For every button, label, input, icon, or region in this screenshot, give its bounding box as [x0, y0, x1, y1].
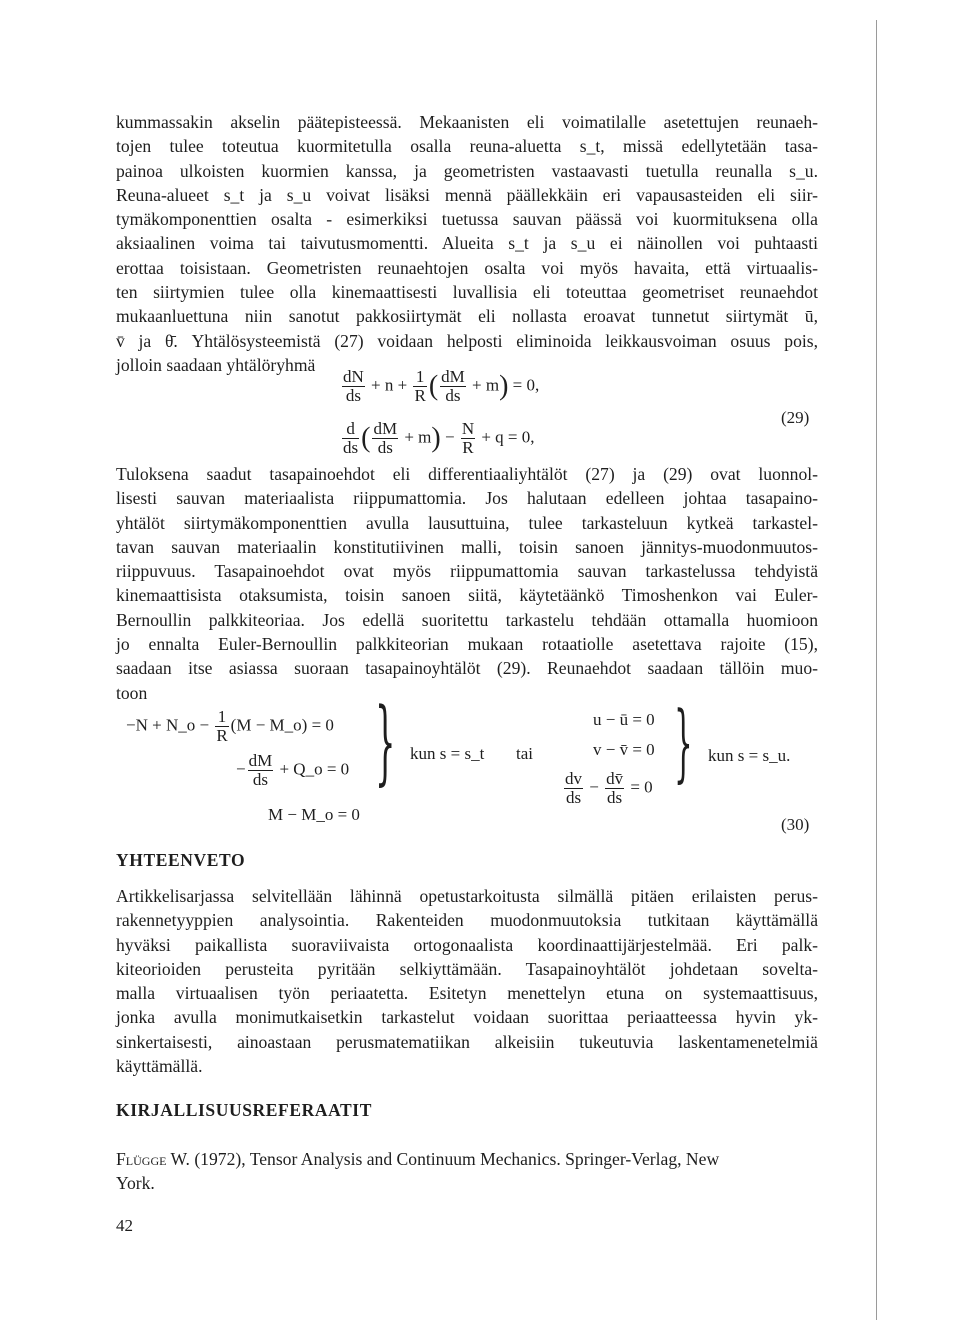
section-heading-references: KIRJALLISUUSREFERAATIT	[116, 1100, 372, 1120]
section-heading-summary: YHTEENVETO	[116, 850, 246, 870]
equation-term: = 0	[630, 777, 653, 797]
text-line: kinemaattisista otaksumista, toisin sanoen siitä, käytetäänkö Timoshenkon vai Euler-	[116, 585, 818, 606]
equation-30-left-line-2	[236, 752, 349, 789]
text-line: tymäkomponenttien osalta - esimerkiksi tuetussa sauvan päässä voi kuormituksena olla	[116, 209, 818, 230]
text-line: saadaan itse asiassa suoraan tasapainoyhtälöt (29). Reunaehdot saadaan tällöin muo-	[116, 658, 818, 679]
fraction: $\frac{dv}{ds}$	[565, 769, 582, 807]
reference-author: Flügge	[116, 1149, 167, 1169]
text-line: kummassakin akselin päätepisteessä. Mekaanisten eli voimatilalle asetettujen reunaeh-	[116, 112, 818, 132]
text-line: tojen tulee toteutua kuormitetulla osalla reuna-aluetta s_t, missä edellytetään tasa-	[116, 136, 818, 157]
paren-close: )	[499, 370, 509, 402]
text-line: v̄ ja θ̄. Yhtälösysteemistä (27) voidaan helposti eliminoida leikkausvoiman osuus pois,	[116, 330, 818, 351]
equation-term: + m	[404, 427, 432, 447]
equation-term: + n +	[371, 375, 408, 395]
equation-term: −	[589, 777, 599, 797]
text-line: yhtälöt siirtymäkomponenttien avulla lausuttuina, tulee tarkasteluun kytkeä tarkastel-	[116, 512, 818, 533]
fraction: $\frac{1}{R}$	[216, 707, 228, 745]
reference-text-line-1: W. (1972), Tensor Analysis and Continuum Mechanics. Springer-Verlag, New	[166, 1149, 720, 1169]
equation-30-right-line-1: u − ū = 0	[593, 710, 655, 729]
equation-29-line-2	[340, 420, 535, 457]
equation-30-left-line-3: M − M_o = 0	[268, 805, 360, 824]
equation-number-29: (29)	[781, 408, 810, 427]
fraction: $\frac{dv̄}{ds}$	[606, 769, 624, 807]
equation-term: −N + N_o −	[126, 715, 210, 735]
text-line: käyttämällä.	[116, 1056, 203, 1077]
equation-term: = 0,	[512, 375, 540, 395]
equation-term: + q = 0,	[481, 427, 535, 447]
text-line: aksiaalinen voima tai taivutusmomentti. Alueita s_t ja s_u ei näinollen voi puhtaasti	[116, 233, 818, 254]
equation-30-left-line-1	[126, 708, 334, 745]
text-line: malla virtuaalisen työn periaatetta. Esitetyn menettelyn etuna on systemaattisuus,	[116, 983, 818, 1004]
text-line: jonka avulla monimutkaisetkin tarkastelut voidaan suorittaa periaatteessa hyvin yk-	[116, 1007, 818, 1028]
text-line: Artikkelisarjassa selvitellään lähinnä opetustarkoitusta silmällä pitäen erilaisten perus-	[116, 886, 818, 906]
text-line: sinkertaisesti, ainoastaan perusmatematiikan alkeisiin tukeutuvia laskentamenetelmiä	[116, 1031, 818, 1052]
equation-term: + m	[472, 375, 500, 395]
fraction: $\frac{dM}{ds}$	[441, 367, 465, 405]
equation-30-right-line-3	[562, 770, 653, 807]
fraction: $\frac{1}{R}$	[414, 367, 426, 405]
equation-term: + Q_o = 0	[279, 759, 350, 779]
paren-open: (	[361, 422, 371, 454]
fraction: $\frac{dM}{ds}$	[248, 751, 273, 789]
text-line: rakennetyyppien analysointia. Rakenteiden muodonmuutoksia tutkitaan käyttämällä	[116, 910, 818, 931]
paragraph-summary	[116, 884, 818, 1078]
text-line: mukaanluettuna niin sanotut pakkosiirtymät eli nollasta eroavat tunnetut siirtymät ū,	[116, 306, 818, 327]
paren-close: )	[431, 422, 441, 454]
equation-term: (M − M_o) = 0	[230, 715, 334, 735]
fraction: $\frac{d}{ds}$	[343, 419, 359, 457]
paragraph-boundary-conditions	[116, 110, 818, 377]
page-edge-rule	[876, 20, 877, 1320]
right-brace-left-group: }	[375, 688, 396, 795]
equation-29-line-1	[340, 368, 539, 405]
fraction: $\frac{dM}{ds}$	[373, 419, 398, 457]
conjunction-tai: tai	[516, 744, 533, 763]
text-line: toon	[116, 682, 148, 703]
paren-open: (	[428, 370, 439, 402]
text-line: hyväksi paikallista suoraviivaista ortogonaalista koordinaattijärjestelmää. Eri palk-	[116, 934, 818, 955]
fraction: $\frac{dN}{ds}$	[343, 367, 364, 405]
equation-term: −	[236, 759, 246, 779]
reference-text-line-2: York.	[116, 1173, 155, 1194]
text-line: jo ennalta Euler-Bernoullin palkkiteorian mukaan rotaatiolle asetettava rajoite (15),	[116, 634, 818, 655]
fraction: $\frac{N}{R}$	[461, 419, 475, 457]
page-number: 42	[116, 1216, 133, 1235]
text-line: lisesti sauvan materiaalista riippumattomia. Jos halutaan edelleen johtaa tasapaino-	[116, 488, 818, 509]
text-line: Reuna-alueet s_t ja s_u voivat lisäksi mennä päällekkäin eri vapausasteiden eli siir-	[116, 184, 818, 205]
text-line: painoa ulkoisten kuormien kanssa, ja geometristen vastaavasti tuetulla reunalla s_u.	[116, 160, 818, 181]
condition-s-t: kun s = s_t	[410, 744, 485, 763]
paragraph-equilibrium	[116, 462, 818, 705]
condition-s-u: kun s = s_u.	[708, 746, 791, 765]
text-line: jolloin saadaan yhtälöryhmä	[116, 354, 316, 375]
equation-term: −	[444, 427, 455, 447]
reference-entry	[116, 1147, 818, 1196]
text-line: kiteorioiden perusteita pyritään selkiyttämään. Tasapainoyhtälöt johdetaan soveltа-	[116, 958, 818, 979]
equation-number-30: (30)	[781, 815, 810, 834]
text-line: riippuvuus. Tasapainoehdot ovat myös riippumattomia sauvan tarkastelussa tehdyistä	[116, 561, 818, 582]
text-line: tavan sauvan materiaalin konstitutiivinen malli, toisin sanoen jännitys-muodonmuutos-	[116, 536, 818, 557]
right-brace-right-group: }	[674, 693, 693, 791]
text-line: Tuloksena saadut tasapainoehdot eli differentiaaliyhtälöt (27) ja (29) ovat luonnol-	[116, 464, 818, 484]
text-line: ten siirtymien tulee olla kinemaattisesti luvallisia eli toteuttaa geometriset reunaehdot	[116, 282, 818, 303]
text-line: erottaa toisistaan. Geometristen reunaehtojen osalta voi myös havaita, että virtuaalis-	[116, 257, 818, 278]
text-line: Bernoullin palkkiteoriaa. Jos edellä suoritettu tarkastelu tehdään ottamalla huomioon	[116, 609, 818, 630]
equation-30-right-line-2: v − v̄ = 0	[593, 740, 655, 759]
